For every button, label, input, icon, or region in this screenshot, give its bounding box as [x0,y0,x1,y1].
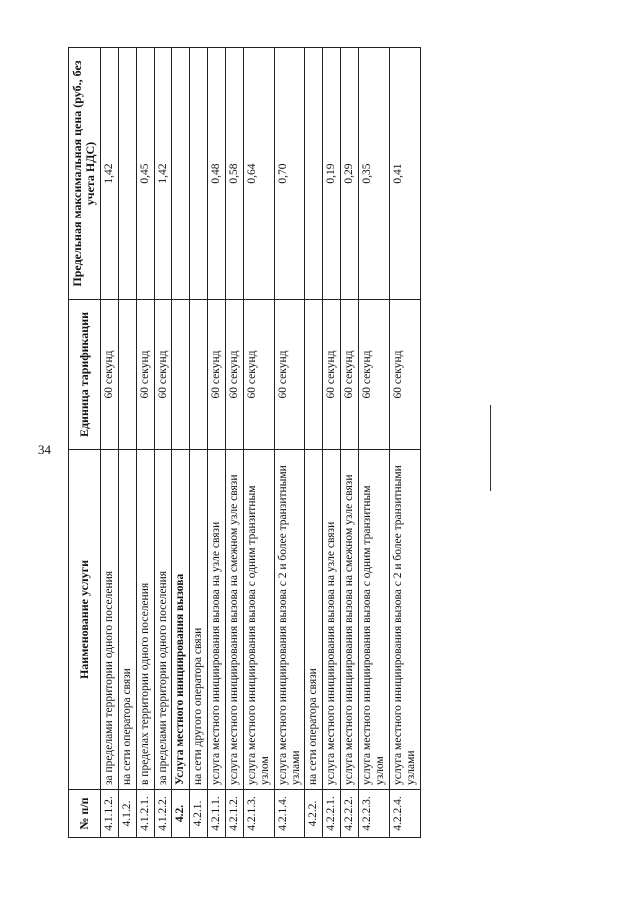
row-service-name: на сети оператора связи [305,450,323,790]
row-billing-unit: 60 секунд [154,300,172,450]
row-service-name: на сети оператора связи [118,450,136,790]
row-max-price: 0,35 [359,48,390,300]
row-number: 4.2.1.1. [208,790,226,838]
row-number: 4.1.2.2. [154,790,172,838]
table-row [100,48,118,838]
table-body [100,48,420,838]
table-row [136,48,154,838]
row-max-price: 0,29 [341,48,359,300]
row-service-name: услуга местного инициирования вызова на узле связи [323,450,341,790]
row-billing-unit: 60 секунд [243,300,274,450]
row-number: 4.2.2.3. [359,790,390,838]
row-max-price: 1,42 [100,48,118,300]
table-row [323,48,341,838]
table-row [274,48,305,838]
row-max-price: 0,48 [208,48,226,300]
row-number: 4.2.1.4. [274,790,305,838]
header-number: № п/п [69,790,101,838]
row-number: 4.2.2.2. [341,790,359,838]
row-service-name: услуга местного инициирования вызова с одним транзитным узлом [359,450,390,790]
row-max-price [305,48,323,300]
row-billing-unit: 60 секунд [323,300,341,450]
row-billing-unit: 60 секунд [100,300,118,450]
row-service-name: услуга местного инициирования вызова на узле связи [208,450,226,790]
row-billing-unit [118,300,136,450]
row-billing-unit: 60 секунд [389,300,420,450]
header-service-name: Наименование услуги [69,450,101,790]
table-row [243,48,274,838]
row-service-name: услуга местного инициирования вызова с одним транзитным узлом [243,450,274,790]
row-max-price: 0,19 [323,48,341,300]
row-billing-unit: 60 секунд [341,300,359,450]
row-service-name: услуга местного инициирования вызова с 2 и более транзитными узлами [389,450,420,790]
row-number: 4.2.2. [305,790,323,838]
row-service-name: на сети другого оператора связи [190,450,208,790]
table-row [359,48,390,838]
row-max-price [118,48,136,300]
row-number: 4.1.2. [118,790,136,838]
row-service-name: Услуга местного инициирования вызова [172,450,190,790]
row-billing-unit: 60 секунд [208,300,226,450]
row-billing-unit: 60 секунд [226,300,244,450]
row-billing-unit [190,300,208,450]
row-max-price: 0,64 [243,48,274,300]
row-billing-unit [172,300,190,450]
table-row [190,48,208,838]
row-number: 4.2.1.2. [226,790,244,838]
table-row [305,48,323,838]
tariff-table [68,47,421,838]
row-max-price: 0,70 [274,48,305,300]
page-number: 34 [38,442,51,457]
row-max-price: 1,42 [154,48,172,300]
row-service-name: услуга местного инициирования вызова на смежном узле связи [341,450,359,790]
row-service-name: услуга местного инициирования вызова на смежном узле связи [226,450,244,790]
row-number: 4.2.2.4. [389,790,420,838]
table-row [118,48,136,838]
row-service-name: услуга местного инициирования вызова с 2 и более транзитными узлами [274,450,305,790]
row-billing-unit: 60 секунд [359,300,390,450]
row-max-price: 0,45 [136,48,154,300]
row-billing-unit: 60 секунд [274,300,305,450]
table-row [172,48,190,838]
row-number: 4.1.2.1. [136,790,154,838]
row-number: 4.2.2.1. [323,790,341,838]
header-max-price: Предельная максимальная цена (руб., без учета НДС) [69,48,101,300]
row-max-price: 0,58 [226,48,244,300]
table-row [208,48,226,838]
row-service-name: за пределами территории одного поселения [154,450,172,790]
row-max-price [172,48,190,300]
table-header-row [69,48,101,838]
row-number: 4.2.1. [190,790,208,838]
row-max-price [190,48,208,300]
row-billing-unit [305,300,323,450]
row-service-name: за пределами территории одного поселения [100,450,118,790]
row-number: 4.2. [172,790,190,838]
row-max-price: 0,41 [389,48,420,300]
row-number: 4.2.1.3. [243,790,274,838]
row-service-name: в пределах территории одного поселения [136,450,154,790]
table-row [341,48,359,838]
header-billing-unit: Единица тарификации [69,300,101,450]
rotated-table-container [68,48,640,838]
row-billing-unit: 60 секунд [136,300,154,450]
table-row [226,48,244,838]
table-row [154,48,172,838]
table-row [389,48,420,838]
row-number: 4.1.1.2. [100,790,118,838]
